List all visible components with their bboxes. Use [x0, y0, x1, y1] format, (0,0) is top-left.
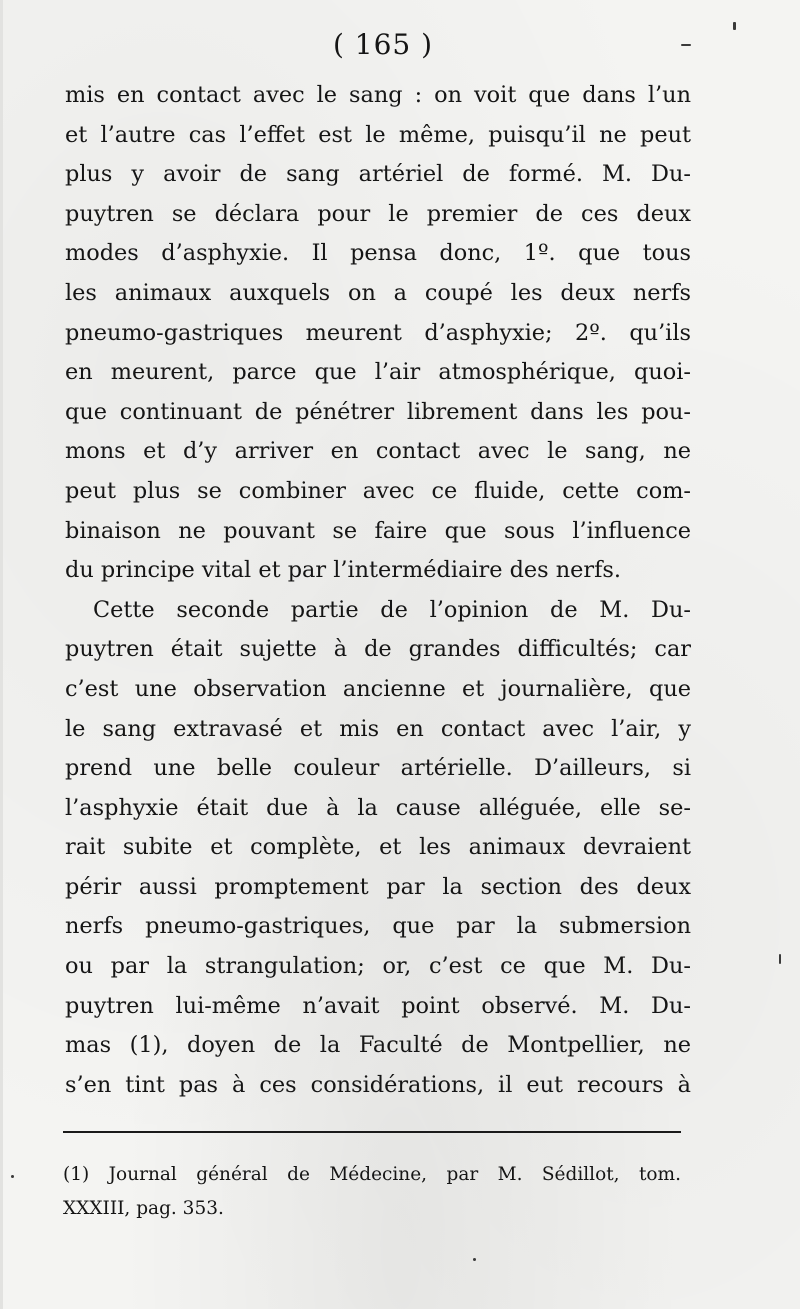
text-line: nerfs pneumo-gastriques, que par la submersion	[65, 913, 691, 940]
text-line: le sang extravasé et mis en contact avec l’air, y	[65, 715, 691, 742]
text-line: ou par la strangulation; or, c’est ce que M. Du-	[65, 953, 691, 980]
text-line: mis en contact avec le sang : on voit que dans l’un	[65, 82, 691, 108]
ink-speck	[681, 44, 691, 46]
text-line: binaison ne pouvant se faire que sous l’influence	[65, 517, 691, 544]
text-line: et l’autre cas l’effet est le même, puisqu’il ne peut	[65, 121, 691, 148]
text-line: peut plus se combiner avec ce fluide, cette com-	[65, 477, 691, 504]
text-line: modes d’asphyxie. Il pensa donc, 1º. que tous	[65, 240, 691, 267]
text-line: l’asphyxie était due à la cause alléguée, elle se-	[65, 794, 691, 821]
text-line: pneumo-gastriques meurent d’asphyxie; 2º. qu’ils	[65, 319, 691, 346]
text-line: puytren se déclara pour le premier de ces deux	[65, 200, 691, 227]
text-line: plus y avoir de sang artériel de formé. M. Du-	[65, 161, 691, 188]
footnote-line: (1) Journal général de Médecine, par M. Sédillot, tom.	[63, 1164, 681, 1185]
ink-speck	[733, 22, 736, 30]
ink-speck	[11, 1175, 14, 1178]
text-line: les animaux auxquels on a coupé les deux nerfs	[65, 279, 691, 306]
text-line: s’en tint pas à ces considérations, il eut recours à	[65, 1071, 691, 1098]
text-line: rait subite et complète, et les animaux devraient	[65, 834, 691, 861]
text-line: périr aussi promptement par la section des deux	[65, 873, 691, 900]
text-line: prend une belle couleur artérielle. D’ailleurs, si	[65, 755, 691, 782]
body-text	[65, 76, 691, 1105]
text-line: puytren était sujette à de grandes difficultés; car	[65, 636, 691, 663]
text-line: en meurent, parce que l’air atmosphérique, quoi-	[65, 359, 691, 386]
ink-speck	[779, 954, 781, 964]
text-line: mons et d’y arriver en contact avec le sang, ne	[65, 438, 691, 465]
footnote-line: XXXIII, pag. 353.	[63, 1198, 224, 1219]
footnote-rule	[63, 1131, 681, 1133]
text-line: c’est une observation ancienne et journalière, que	[65, 675, 691, 702]
text-line: mas (1), doyen de la Faculté de Montpellier, ne	[65, 1032, 691, 1059]
text-line: Cette seconde partie de l’opinion de M. Du-	[93, 596, 691, 623]
text-line: que continuant de pénétrer librement dans les pou-	[65, 398, 691, 425]
text-line: puytren lui-même n’avait point observé. M. Du-	[65, 992, 691, 1019]
footnote	[63, 1158, 681, 1226]
page-number: ( 165 )	[332, 28, 434, 61]
text-line: du principe vital et par l’intermédiaire des nerfs.	[65, 557, 622, 584]
ink-speck	[473, 1258, 476, 1261]
